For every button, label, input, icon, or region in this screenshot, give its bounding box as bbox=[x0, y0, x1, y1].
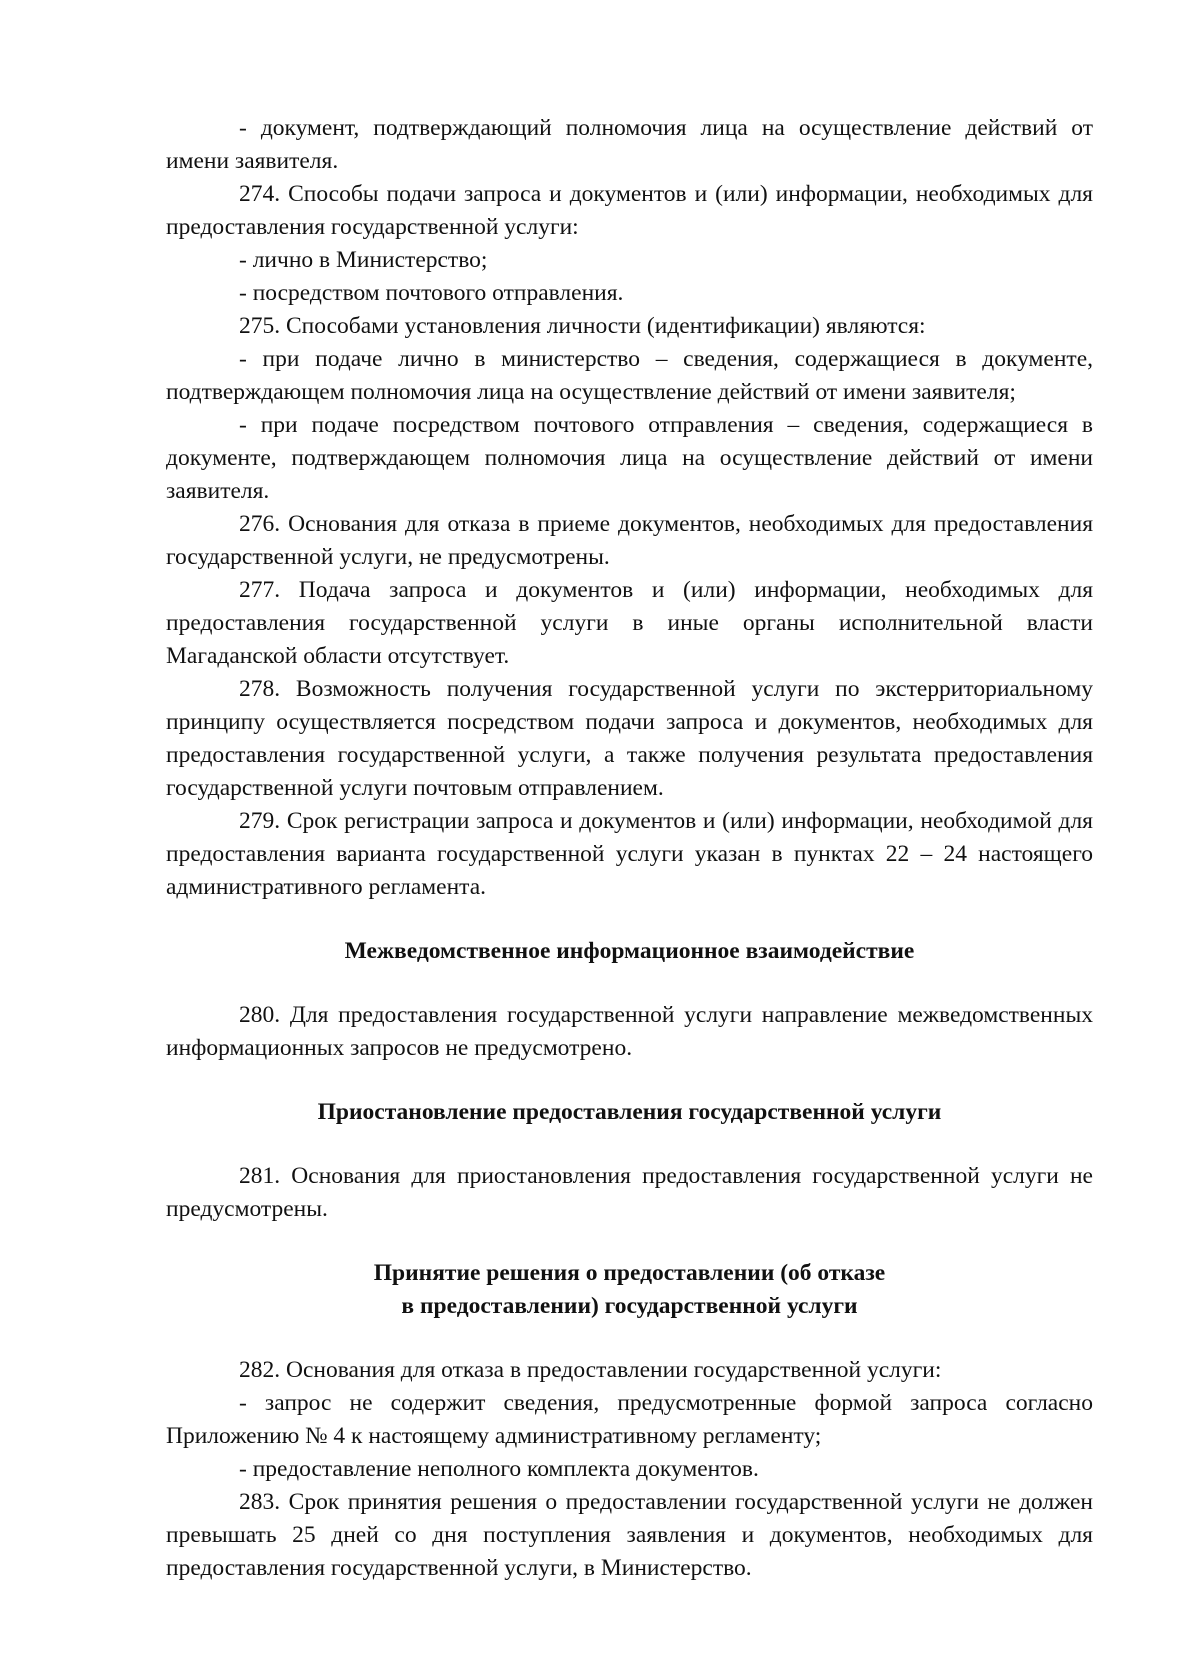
list-item-identification-in-person: - при подаче лично в министерство – сведения, содержащиеся в документе, подтверждающем полномочия лица на осуществление действий от имени заявителя; bbox=[166, 346, 1093, 405]
section-heading-decision-line-2: в предоставлении) государственной услуги bbox=[401, 1293, 858, 1319]
list-item-identification-by-post: - при подаче посредством почтового отправления – сведения, содержащиеся в документе, подтверждающем полномочия лица на осуществление действий от имени заявителя. bbox=[166, 412, 1093, 504]
document-page bbox=[166, 112, 1093, 1585]
list-item-by-post: - посредством почтового отправления. bbox=[239, 280, 624, 306]
paragraph-279: 279. Срок регистрации запроса и документов и (или) информации, необходимой для предоставления варианта государственной услуги указан в пунктах 22 – 24 настоящего административного регламента. bbox=[166, 808, 1093, 900]
list-item-documents-incomplete: - предоставление неполного комплекта документов. bbox=[239, 1456, 759, 1482]
paragraph-275: 275. Способами установления личности (идентификации) являются: bbox=[239, 313, 926, 339]
paragraph-276: 276. Основания для отказа в приеме документов, необходимых для предоставления государственной услуги, не предусмотрены. bbox=[166, 511, 1093, 570]
paragraph-282: 282. Основания для отказа в предоставлении государственной услуги: bbox=[239, 1357, 942, 1383]
list-item-request-incomplete: - запрос не содержит сведения, предусмотренные формой запроса согласно Приложению № 4 к настоящему административному регламенту; bbox=[166, 1390, 1093, 1449]
paragraph-277: 277. Подача запроса и документов и (или) информации, необходимых для предоставления государственной услуги в иные органы исполнительной власти Магаданской области отсутствует. bbox=[166, 577, 1093, 669]
section-heading-suspension: Приостановление предоставления государственной услуги bbox=[317, 1099, 942, 1125]
list-item-in-person: - лично в Министерство; bbox=[239, 247, 488, 273]
paragraph-281: 281. Основания для приостановления предоставления государственной услуги не предусмотрены. bbox=[166, 1163, 1093, 1222]
section-heading-decision bbox=[166, 1257, 1093, 1323]
paragraph-authority-document: - документ, подтверждающий полномочия лица на осуществление действий от имени заявителя. bbox=[166, 115, 1093, 174]
paragraph-274: 274. Способы подачи запроса и документов и (или) информации, необходимых для предоставления государственной услуги: bbox=[166, 181, 1093, 240]
section-heading-decision-line-1: Принятие решения о предоставлении (об отказе bbox=[373, 1260, 886, 1286]
paragraph-283: 283. Срок принятия решения о предоставлении государственной услуги не должен превышать 25 дней со дня поступления заявления и документов, необходимых для предоставления государственной услуги, в Министерство. bbox=[166, 1489, 1093, 1581]
paragraph-280: 280. Для предоставления государственной услуги направление межведомственных информационных запросов не предусмотрено. bbox=[166, 1002, 1093, 1061]
paragraph-278: 278. Возможность получения государственной услуги по экстерриториальному принципу осуществляется посредством подачи запроса и документов, необходимых для предоставления государственной услуги, а также получения результата предоставления государственной услуги почтовым отправлением. bbox=[166, 676, 1093, 801]
section-heading-interagency: Межведомственное информационное взаимодействие bbox=[344, 938, 915, 964]
